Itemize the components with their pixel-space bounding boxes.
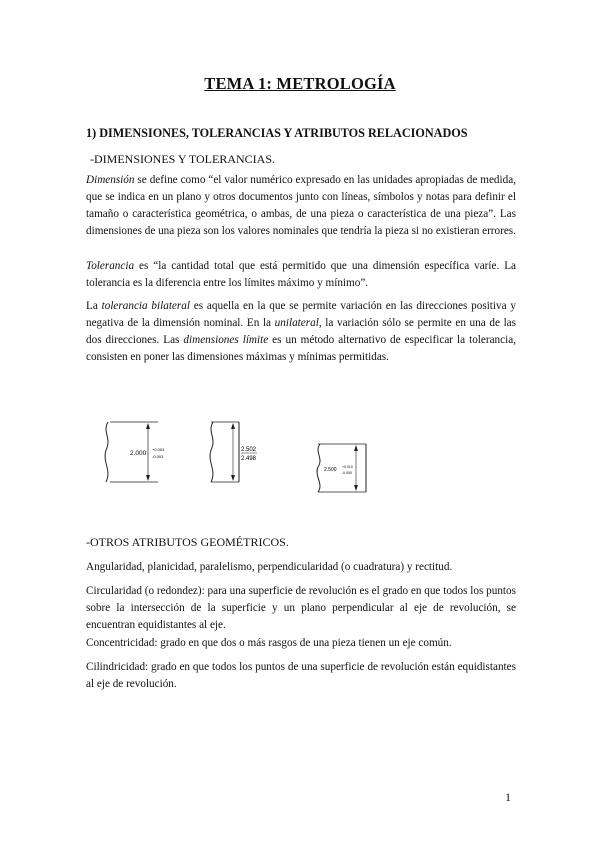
term-dimensiones-limite: dimensiones límite	[183, 334, 269, 346]
paragraph-circularidad: Circularidad (o redondez): para una superficie de revolución es el grado en que todos los puntos sobre la intersección de la superficie y un plano perpendicular al eje de revolución, se encuentran equidistantes al eje.	[86, 585, 516, 631]
page-number: 1	[505, 790, 511, 804]
section-heading: 1) DIMENSIONES, TOLERANCIAS Y ATRIBUTOS RELACIONADOS	[86, 126, 468, 140]
paragraph-concentricidad: Concentricidad: grado en que dos o más rasgos de una pieza tienen un eje común.	[86, 637, 452, 649]
paragraph-dimension-text: se define como “el valor numérico expresado en las unidades apropiadas de medida, que se indica en un plano y otros documentos junto con líneas, símbolos y notas para definir el tamaño o característica geométrica, o ambas, de una pieza o característica de una pieza”. Las dimensiones de una pieza son los valores nominales que tendría la pieza si no existieran errores.	[86, 174, 516, 237]
figure-limit-dimensions	[205, 418, 285, 486]
term-tolerancia-bilateral: tolerancia bilateral	[101, 300, 190, 312]
paragraph-bilateral-text-3: , la variación sólo se permite en una de las dos direcciones. Las	[86, 317, 517, 346]
fig3-nominal: 2.500	[324, 467, 337, 473]
paragraph-tolerancia-text: es “la cantidad total que está permitido que una dimensión específica varíe. La tolerancia es la diferencia entre los límites máximo y mínimo”.	[86, 260, 516, 289]
paragraph-bilateral-text-2: es aquella en la que se permite variación en las direcciones positiva y negativa de la dimensión nominal. En la	[86, 300, 516, 329]
term-tolerancia: Tolerancia	[86, 260, 135, 272]
page-title: TEMA 1: METROLOGÍA	[204, 74, 396, 93]
paragraph-bilateral-text-4: es un método alternativo de especificar la tolerancia, consisten en poner las dimensiones máximas y mínimas permitidas.	[86, 334, 516, 363]
fig3-tol-plus: +0.010	[342, 465, 353, 469]
fig2-upper-limit: 2.502	[241, 447, 257, 453]
subsection-heading-atributos: -OTROS ATRIBUTOS GEOMÉTRICOS.	[86, 535, 289, 549]
fig1-nominal: 2.000	[130, 450, 147, 457]
paragraph-bilateral	[86, 298, 516, 366]
paragraph-dimension	[86, 172, 516, 240]
term-unilateral: unilateral	[274, 317, 319, 329]
subsection-heading-dimensiones: -DIMENSIONES Y TOLERANCIAS.	[90, 152, 276, 166]
term-dimension: Dimensión	[86, 174, 135, 186]
fig1-tol-minus: -0.003	[152, 454, 164, 459]
fig1-tol-plus: +0.003	[152, 447, 165, 452]
fig3-tol-minus: -0.000	[342, 471, 352, 475]
paragraph-bilateral-text-1: La	[86, 300, 102, 312]
paragraph-cilindricidad: Cilindricidad: grado en que todos los puntos de una superficie de revolución están equidistantes al eje de revolución.	[86, 661, 516, 690]
figure-bilateral-tolerance	[100, 418, 195, 486]
fig2-lower-limit: 2.498	[241, 456, 257, 462]
paragraph-tolerancia	[86, 258, 516, 292]
paragraph-atributos-list: Angularidad, planicidad, paralelismo, perpendicularidad (o cuadratura) y rectitud.	[86, 561, 453, 573]
figure-unilateral-tolerance	[312, 440, 392, 498]
